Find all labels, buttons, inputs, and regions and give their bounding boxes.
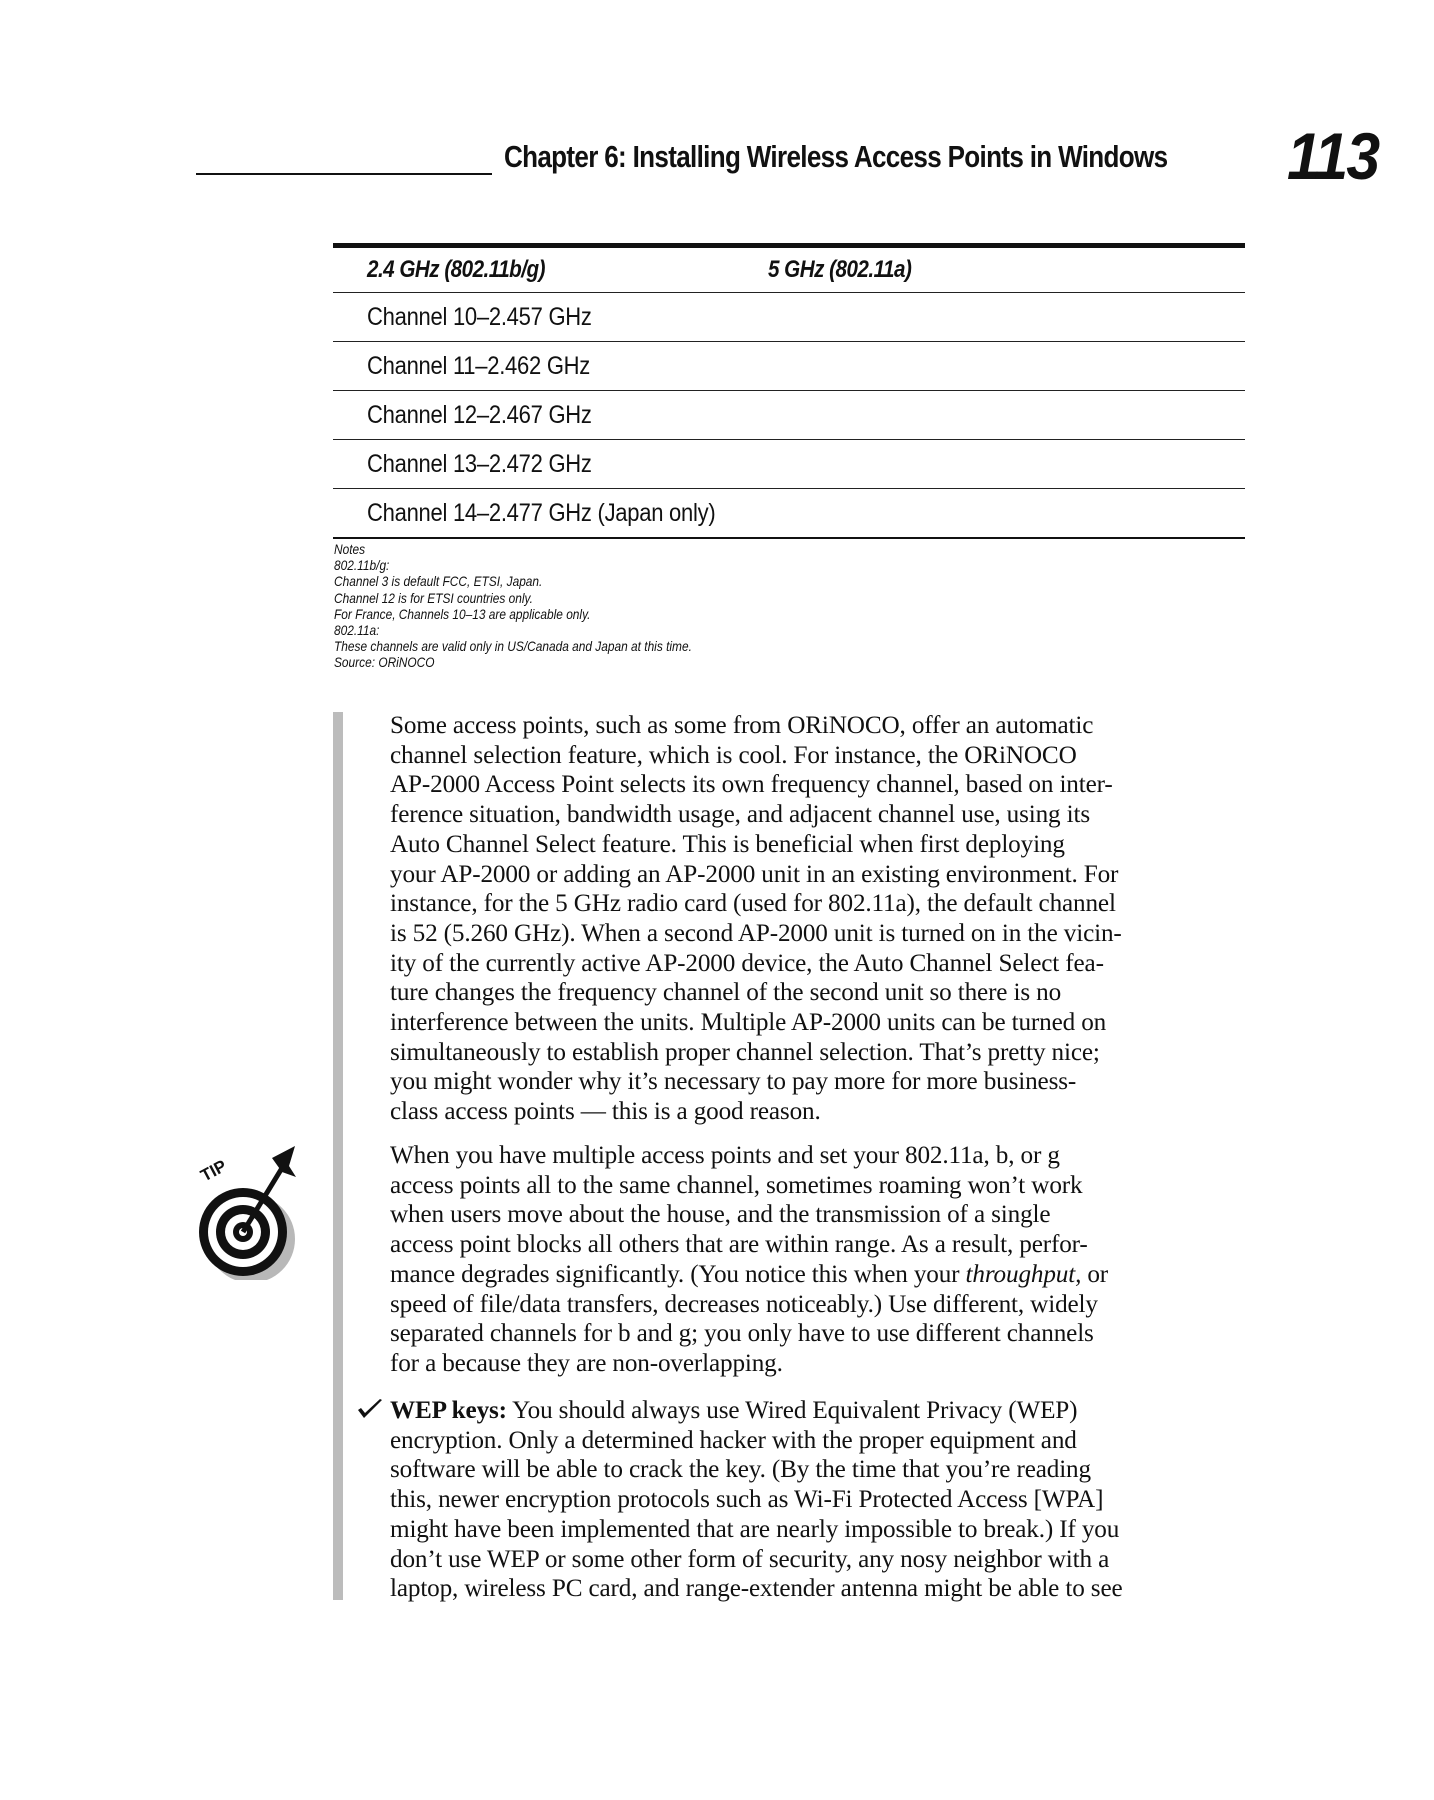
text-line — [390, 1260, 1260, 1290]
notes-line: 802.11a: — [334, 622, 380, 639]
text-line: Some access points, such as some from ORiNOCO, offer an automatic — [390, 712, 1094, 739]
text-line: access point blocks all others that are within range. As a result, perfor- — [390, 1231, 1088, 1259]
text-line: simultaneously to establish proper channel selection. That’s pretty nice; — [390, 1038, 1100, 1066]
text-line: interference between the units. Multiple AP-2000 units can be turned on — [390, 1009, 1107, 1037]
notes-line: 802.11b/g: — [334, 557, 390, 574]
text-segment: mance degrades significantly. (You notice this when your — [390, 1260, 966, 1288]
text-line: When you have multiple access points and set your 802.11a, b, or g — [390, 1142, 1060, 1169]
text-line: Auto Channel Select feature. This is beneficial when first deploying — [390, 830, 1065, 858]
table-cell — [768, 357, 1245, 375]
text-line: access points all to the same channel, sometimes roaming won’t work — [390, 1171, 1083, 1199]
text-line: separated channels for b and g; you only have to use different channels — [390, 1320, 1094, 1348]
table-cell — [768, 308, 1245, 326]
text-segment: You should always use Wired Equivalent Privacy (WEP) — [506, 1397, 1078, 1424]
text-line: software will be able to crack the key. (By the time that you’re reading — [390, 1456, 1091, 1484]
text-line: ference situation, bandwidth usage, and adjacent channel use, using its — [390, 801, 1090, 829]
table-cell — [333, 401, 768, 430]
text-line: for a because they are non-overlapping. — [390, 1349, 783, 1377]
notes-line: Channel 12 is for ETSI countries only. — [334, 589, 533, 606]
table-row — [333, 391, 1245, 440]
text-line: when users move about the house, and the transmission of a single — [390, 1201, 1051, 1229]
text-line: AP-2000 Access Point selects its own frequency channel, based on inter- — [390, 771, 1113, 799]
table-cell-text: Channel 11–2.462 GHz — [367, 351, 591, 380]
notes-line: These channels are valid only in US/Canada and Japan at this time. — [334, 638, 692, 655]
table-cell — [333, 450, 768, 479]
table-header-cell — [768, 256, 1245, 284]
text-line: is 52 (5.260 GHz). When a second AP-2000 unit is turned on in the vicin- — [390, 919, 1122, 947]
text-line: might have been implemented that are nearly impossible to break.) If you — [390, 1515, 1120, 1543]
table-cell-text: Channel 12–2.467 GHz — [367, 400, 592, 429]
table-cell-text: Channel 13–2.472 GHz — [367, 449, 592, 478]
table-row — [333, 293, 1245, 342]
text-line: don’t use WEP or some other form of security, any nosy neighbor with a — [390, 1545, 1110, 1573]
notes-line: Source: ORiNOCO — [334, 654, 435, 671]
column-header-2-4ghz: 2.4 GHz (802.11b/g) — [367, 256, 545, 283]
wep-keys-heading: WEP keys: — [390, 1397, 507, 1424]
text-line: your AP-2000 or adding an AP-2000 unit in an existing environment. For — [390, 860, 1119, 888]
body-paragraph-wep-keys — [390, 1396, 1260, 1604]
notes-line: Notes — [334, 541, 366, 557]
text-line: class access points — this is a good reason. — [390, 1098, 821, 1126]
table-cell-text: Channel 10–2.457 GHz — [367, 302, 592, 331]
table-cell-text: Channel 14–2.477 GHz (Japan only) — [367, 498, 716, 527]
table-cell — [768, 406, 1245, 424]
table-cell — [768, 455, 1245, 473]
text-line: speed of file/data transfers, decreases noticeably.) Use different, widely — [390, 1290, 1098, 1318]
text-line: encryption. Only a determined hacker with the proper equipment and — [390, 1426, 1077, 1454]
text-line — [390, 1396, 1260, 1426]
table-cell — [768, 504, 1245, 522]
column-header-5ghz: 5 GHz (802.11a) — [768, 256, 912, 283]
frequency-table — [333, 243, 1245, 539]
check-bullet-icon — [356, 1398, 384, 1420]
text-line: instance, for the 5 GHz radio card (used for 802.11a), the default channel — [390, 890, 1116, 918]
chapter-title: Chapter 6: Installing Wireless Access Points in Windows — [504, 139, 1168, 174]
table-header-row — [333, 248, 1245, 293]
table-row — [333, 489, 1245, 537]
text-segment: or — [1081, 1260, 1109, 1288]
tip-target-icon — [192, 1144, 302, 1280]
table-row — [333, 342, 1245, 391]
body-paragraph-auto-channel — [390, 711, 1260, 1127]
text-line: laptop, wireless PC card, and range-extender antenna might be able to see — [390, 1575, 1123, 1603]
notes-line: For France, Channels 10–13 are applicable only. — [334, 605, 591, 622]
text-line: channel selection feature, which is cool. For instance, the ORiNOCO — [390, 741, 1077, 769]
table-notes — [334, 541, 692, 671]
section-side-bar — [333, 712, 343, 1600]
header-rule — [196, 173, 492, 175]
text-line: ity of the currently active AP-2000 device, the Auto Channel Select fea- — [390, 949, 1104, 977]
text-line: you might wonder why it’s necessary to pay more for more business- — [390, 1068, 1077, 1096]
table-cell — [333, 352, 768, 381]
body-paragraph-tip — [390, 1141, 1260, 1379]
table-cell — [333, 499, 768, 528]
table-cell — [333, 303, 768, 332]
text-line: ture changes the frequency channel of the second unit so there is no — [390, 979, 1062, 1007]
text-line: this, newer encryption protocols such as Wi-Fi Protected Access [WPA] — [390, 1486, 1104, 1514]
tip-label: TIP — [197, 1156, 230, 1186]
notes-line: Channel 3 is default FCC, ETSI, Japan. — [334, 573, 543, 590]
table-row — [333, 440, 1245, 489]
table-header-cell — [333, 256, 768, 284]
emphasis-throughput: throughput, — [965, 1260, 1082, 1288]
page-number: 113 — [1287, 119, 1379, 193]
